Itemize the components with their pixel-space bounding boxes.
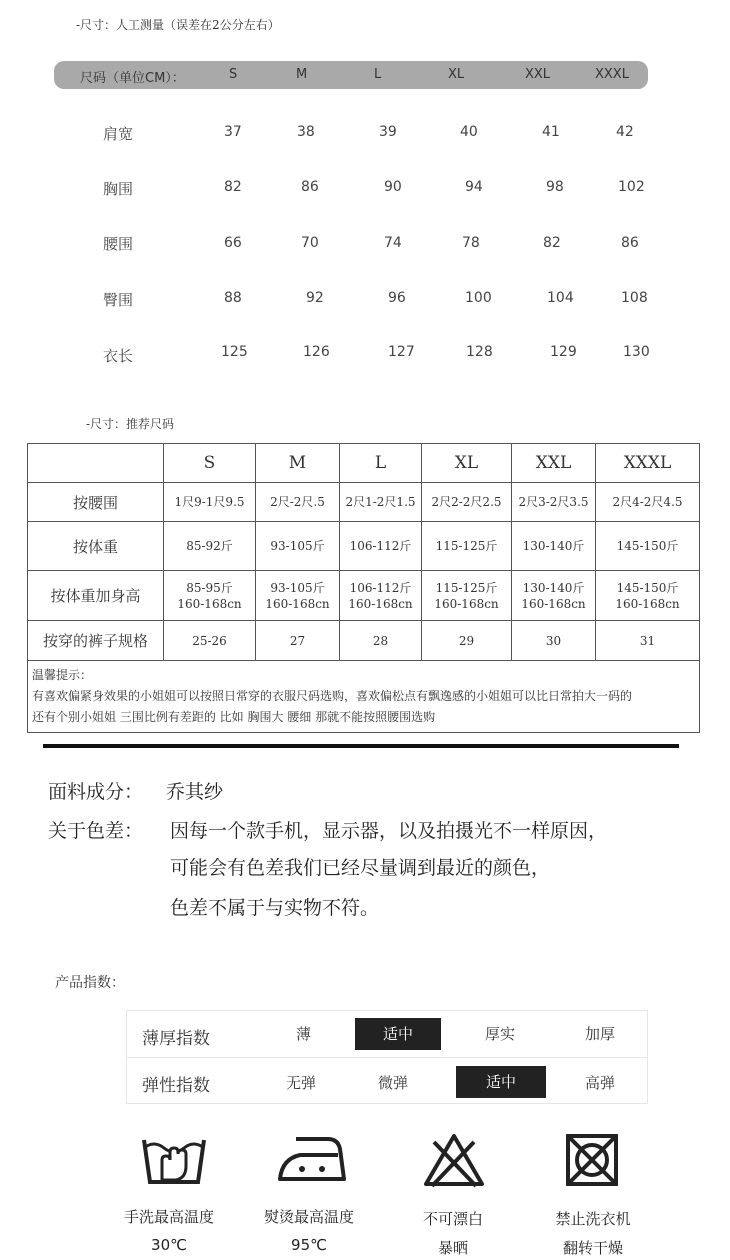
cell: [256, 571, 340, 621]
cell: 2尺-2尺.5: [256, 483, 340, 522]
cell: [596, 571, 700, 621]
row-label: 臀围: [103, 291, 134, 309]
cell-height: 160-168cn: [521, 596, 586, 611]
cell-height: 160-168cn: [177, 596, 242, 611]
color-diff-label: 关于色差：: [48, 820, 144, 842]
care-tumble-label: 禁止洗衣机: [555, 1210, 631, 1228]
header-size: S: [164, 444, 256, 483]
cell: 39: [379, 124, 397, 140]
cell: 29: [422, 621, 512, 661]
cell: 115-125斤: [422, 522, 512, 571]
cell: 96: [388, 290, 406, 306]
cell: 2尺4-2尺4.5: [596, 483, 700, 522]
elasticity-label: 弹性指数: [142, 1076, 210, 1096]
cell: 92: [306, 290, 324, 306]
cell: 129: [550, 344, 577, 360]
cell: 66: [224, 235, 242, 251]
cell: [422, 571, 512, 621]
divider: [43, 744, 679, 748]
cell: 70: [301, 235, 319, 251]
size-header-bar: [54, 61, 648, 89]
table-header-row: [28, 444, 700, 483]
cell: 88: [224, 290, 242, 306]
cell: 126: [303, 344, 330, 360]
no-bleach-icon: [422, 1132, 486, 1188]
tips-row: [28, 661, 700, 733]
elasticity-option: 无弹: [286, 1074, 317, 1092]
cell: 30: [512, 621, 596, 661]
cell-weight: 115-125斤: [435, 580, 498, 595]
cell: 82: [224, 179, 242, 195]
cell: [340, 571, 422, 621]
cell: 86: [621, 235, 639, 251]
measure-note: -尺寸：人工测量（误差在2公分左右）: [76, 18, 280, 32]
cell: 38: [297, 124, 315, 140]
cell-height: 160-168cn: [265, 596, 330, 611]
row-label: 按穿的裤子规格: [28, 621, 164, 661]
cell-weight: 85-95斤: [186, 580, 233, 595]
fabric-label: 面料成分：: [48, 781, 144, 803]
header-size: XL: [422, 444, 512, 483]
thickness-label: 薄厚指数: [142, 1029, 210, 1049]
tips-cell: [28, 661, 700, 733]
cell-weight: 106-112斤: [349, 580, 412, 595]
size-header-xxl: XXL: [525, 67, 551, 82]
cell: 86: [301, 179, 319, 195]
thickness-option: 加厚: [585, 1025, 616, 1043]
recommend-table: [27, 443, 700, 733]
cell-weight: 130-140斤: [522, 580, 585, 595]
care-hand-wash-label: 手洗最高温度: [123, 1208, 214, 1226]
care-iron-temp: 95℃: [291, 1236, 327, 1254]
table-row: [28, 571, 700, 621]
cell: 28: [340, 621, 422, 661]
cell: 27: [256, 621, 340, 661]
header-size: XXXL: [596, 444, 700, 483]
header-size: M: [256, 444, 340, 483]
cell: 82: [543, 235, 561, 251]
tips-line: 还有个别小姐姐 三围比例有差距的 比如 胸围大 腰细 那就不能按照腰围选购: [32, 710, 436, 724]
cell: 31: [596, 621, 700, 661]
care-bleach-sun: 暴晒: [437, 1239, 468, 1257]
cell: 74: [384, 235, 402, 251]
cell: 125: [221, 344, 248, 360]
cell: 37: [224, 124, 242, 140]
size-header-label: 尺码（单位CM）：: [80, 71, 185, 86]
header-size: L: [340, 444, 422, 483]
header-size: XXL: [512, 444, 596, 483]
cell: 25-26: [164, 621, 256, 661]
fabric-value: 乔其纱: [166, 781, 224, 803]
cell: 78: [462, 235, 480, 251]
size-header-l: L: [374, 67, 382, 82]
cell: 130-140斤: [512, 522, 596, 571]
size-header-m: M: [296, 67, 308, 82]
care-hand-wash-temp: 30℃: [151, 1236, 187, 1254]
cell: 41: [542, 124, 560, 140]
care-tumble-dry: 翻转干燥: [562, 1239, 623, 1257]
size-header-xxxl: XXXL: [595, 67, 629, 82]
cell: 106-112斤: [340, 522, 422, 571]
size-header-s: S: [229, 67, 238, 82]
color-diff-line: 色差不属于与实物不符。: [170, 897, 380, 919]
cell: 42: [616, 124, 634, 140]
cell: 2尺2-2尺2.5: [422, 483, 512, 522]
recommend-note: -尺寸：推荐尺码: [86, 417, 175, 431]
table-row: [28, 522, 700, 571]
row-label: 衣长: [103, 347, 134, 365]
tips-title: 温馨提示：: [32, 668, 93, 682]
cell: 145-150斤: [596, 522, 700, 571]
cell-weight: 145-150斤: [616, 580, 679, 595]
cell: 102: [618, 179, 645, 195]
thickness-option: 厚实: [485, 1025, 516, 1043]
elasticity-option: 高弹: [585, 1074, 616, 1092]
cell-weight: 93-105斤: [270, 580, 325, 595]
cell: 85-92斤: [164, 522, 256, 571]
row-label: 按体重: [28, 522, 164, 571]
care-bleach-label: 不可漂白: [422, 1210, 483, 1228]
row-label: 腰围: [103, 235, 134, 253]
elasticity-option: 微弹: [378, 1074, 409, 1092]
cell: 1尺9-1尺9.5: [164, 483, 256, 522]
row-label: 胸围: [103, 180, 134, 198]
cell: 127: [388, 344, 415, 360]
cell: 130: [623, 344, 650, 360]
row-label: 按体重加身高: [28, 571, 164, 621]
cell: 108: [621, 290, 648, 306]
care-iron-label: 熨烫最高温度: [263, 1208, 354, 1226]
cell: 93-105斤: [256, 522, 340, 571]
color-diff-line: 可能会有色差我们已经尽量调到最近的颜色，: [170, 857, 551, 879]
no-tumble-dry-icon: [564, 1132, 620, 1188]
cell: 128: [466, 344, 493, 360]
cell-height: 160-168cn: [348, 596, 413, 611]
color-diff-line: 因每一个款手机，显示器，以及拍摄光不一样原因，: [170, 820, 608, 842]
row-label: 按腰围: [28, 483, 164, 522]
size-header-xl: XL: [448, 67, 465, 82]
cell-height: 160-168cn: [615, 596, 680, 611]
cell: 98: [546, 179, 564, 195]
hand-wash-icon: [140, 1130, 208, 1188]
row-label: 肩宽: [103, 125, 134, 143]
thickness-option: 薄: [296, 1025, 312, 1043]
product-index-title: 产品指数：: [55, 975, 125, 991]
cell: 104: [547, 290, 574, 306]
table-row: [28, 621, 700, 661]
cell: 90: [384, 179, 402, 195]
iron-icon: [278, 1135, 346, 1183]
table-row: [28, 483, 700, 522]
tips-line: 有喜欢偏紧身效果的小姐姐可以按照日常穿的衣服尺码选购，喜欢偏松点有飘逸感的小姐姐可以比日常拍大一码的: [32, 689, 633, 703]
product-index-divider: [126, 1057, 648, 1058]
cell: [164, 571, 256, 621]
cell: 94: [465, 179, 483, 195]
elasticity-option-selected: 适中: [456, 1066, 546, 1098]
header-corner: [28, 444, 164, 483]
cell: [512, 571, 596, 621]
cell: 2尺3-2尺3.5: [512, 483, 596, 522]
cell: 100: [465, 290, 492, 306]
thickness-option-selected: 适中: [355, 1018, 441, 1050]
cell: 40: [460, 124, 478, 140]
cell: 2尺1-2尺1.5: [340, 483, 422, 522]
cell-height: 160-168cn: [434, 596, 499, 611]
